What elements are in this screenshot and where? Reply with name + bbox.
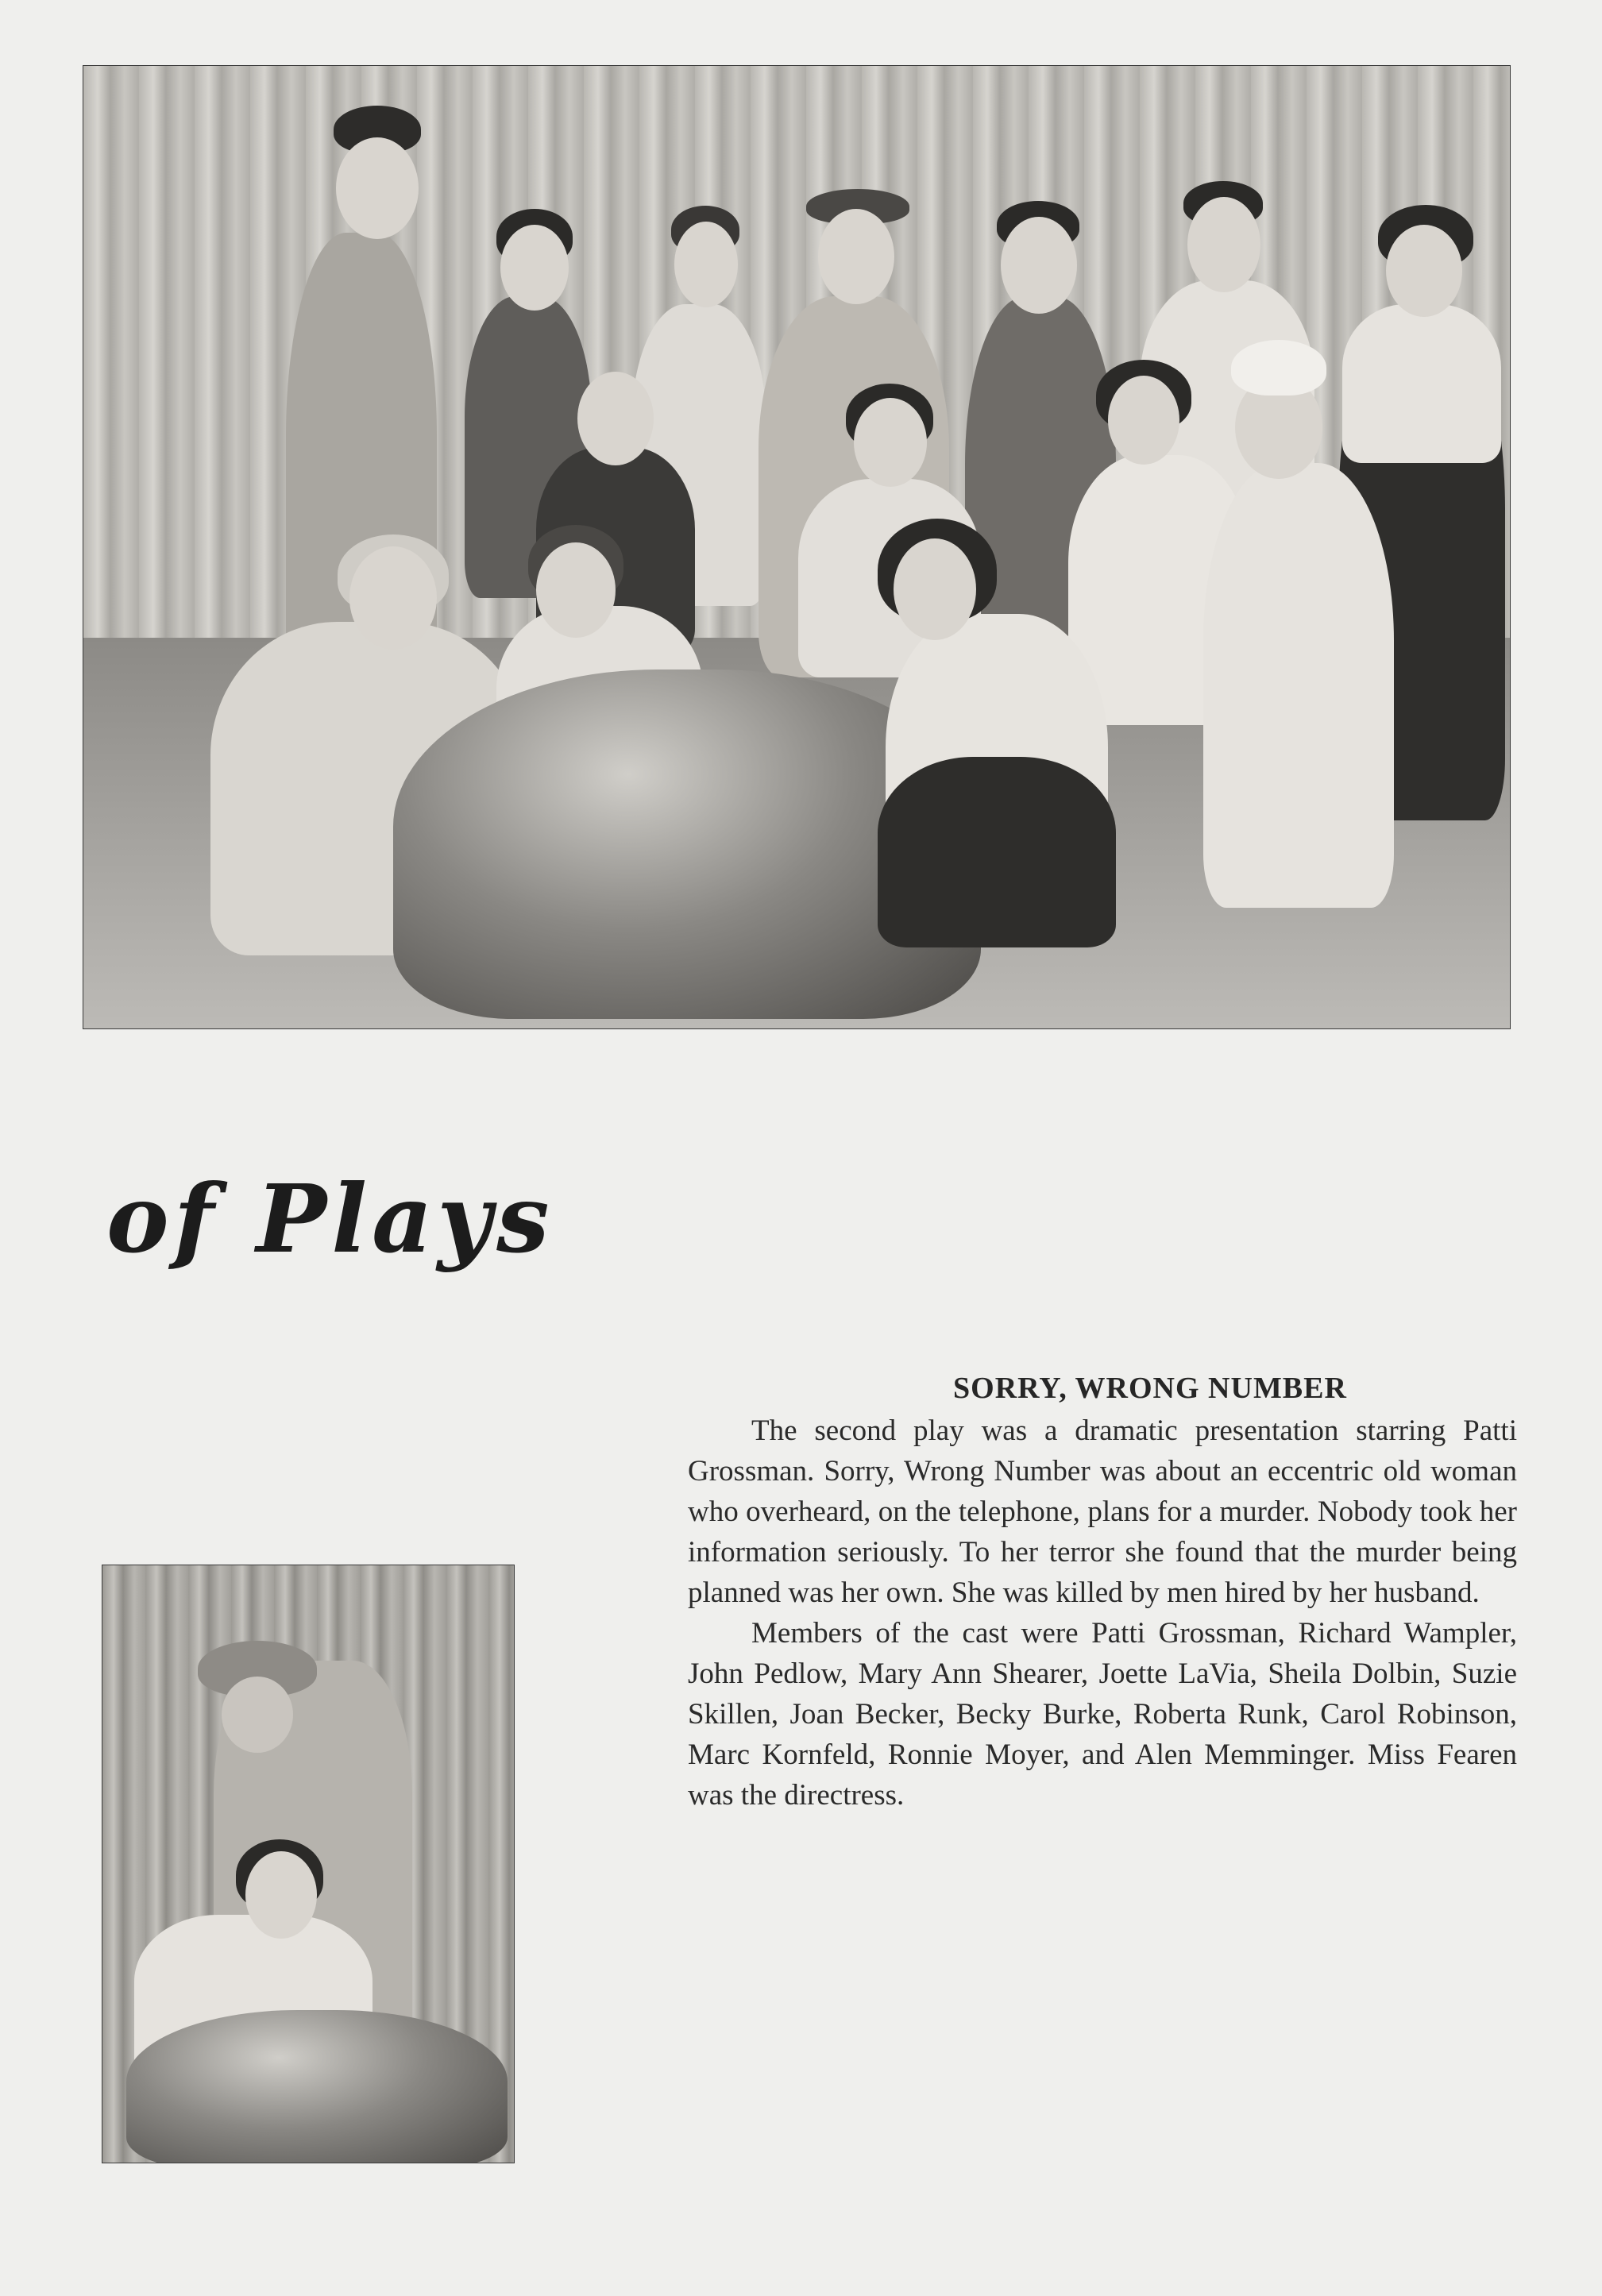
cast-group-photo	[83, 65, 1511, 1029]
actor-head	[222, 1677, 293, 1753]
actor-blouse	[1342, 304, 1501, 463]
play-article	[688, 1371, 1517, 1816]
actor-head	[349, 546, 437, 650]
actor-head	[500, 225, 569, 311]
actor-head	[854, 398, 927, 487]
section-heading: of Plays	[106, 1163, 554, 1274]
satin-quilt	[126, 2010, 508, 2163]
actor-head	[894, 538, 976, 640]
actor-head	[577, 372, 654, 465]
article-paragraph: The second play was a dramatic presentation starring Patti Grossman. Sorry, Wrong Number was about an eccentric old woman who overheard, on the telephone, plans for a murder. Nobody took her information seriously. To her terror she found that the murder being planned was her own. She was killed by men hired by her husband.	[688, 1414, 1517, 1609]
actor-head	[1108, 376, 1179, 465]
actor-head	[536, 542, 616, 638]
scene-photo	[102, 1565, 515, 2163]
actor-head	[1001, 217, 1077, 314]
article-paragraph: Members of the cast were Patti Grossman, Richard Wampler, John Pedlow, Mary Ann Shearer, Joette LaVia, Sheila Dolbin, Suzie Skillen, Joan Becker, Becky Burke, Roberta Runk, Carol Robinson, Marc Kornfeld, Ronnie Moyer, and Alen Memminger. Miss Fearen was the directress.	[688, 1617, 1517, 1812]
actor-head	[1187, 197, 1260, 292]
kneeling-actor-cook	[1203, 463, 1394, 908]
actor-skirt	[878, 757, 1116, 947]
actor-head	[818, 209, 894, 304]
article-title: SORRY, WRONG NUMBER	[953, 1372, 1347, 1405]
actor-head	[674, 222, 738, 307]
actor-head	[1386, 225, 1462, 317]
actor-head	[245, 1851, 317, 1939]
chef-hat	[1231, 340, 1326, 396]
actor-head	[336, 137, 419, 239]
